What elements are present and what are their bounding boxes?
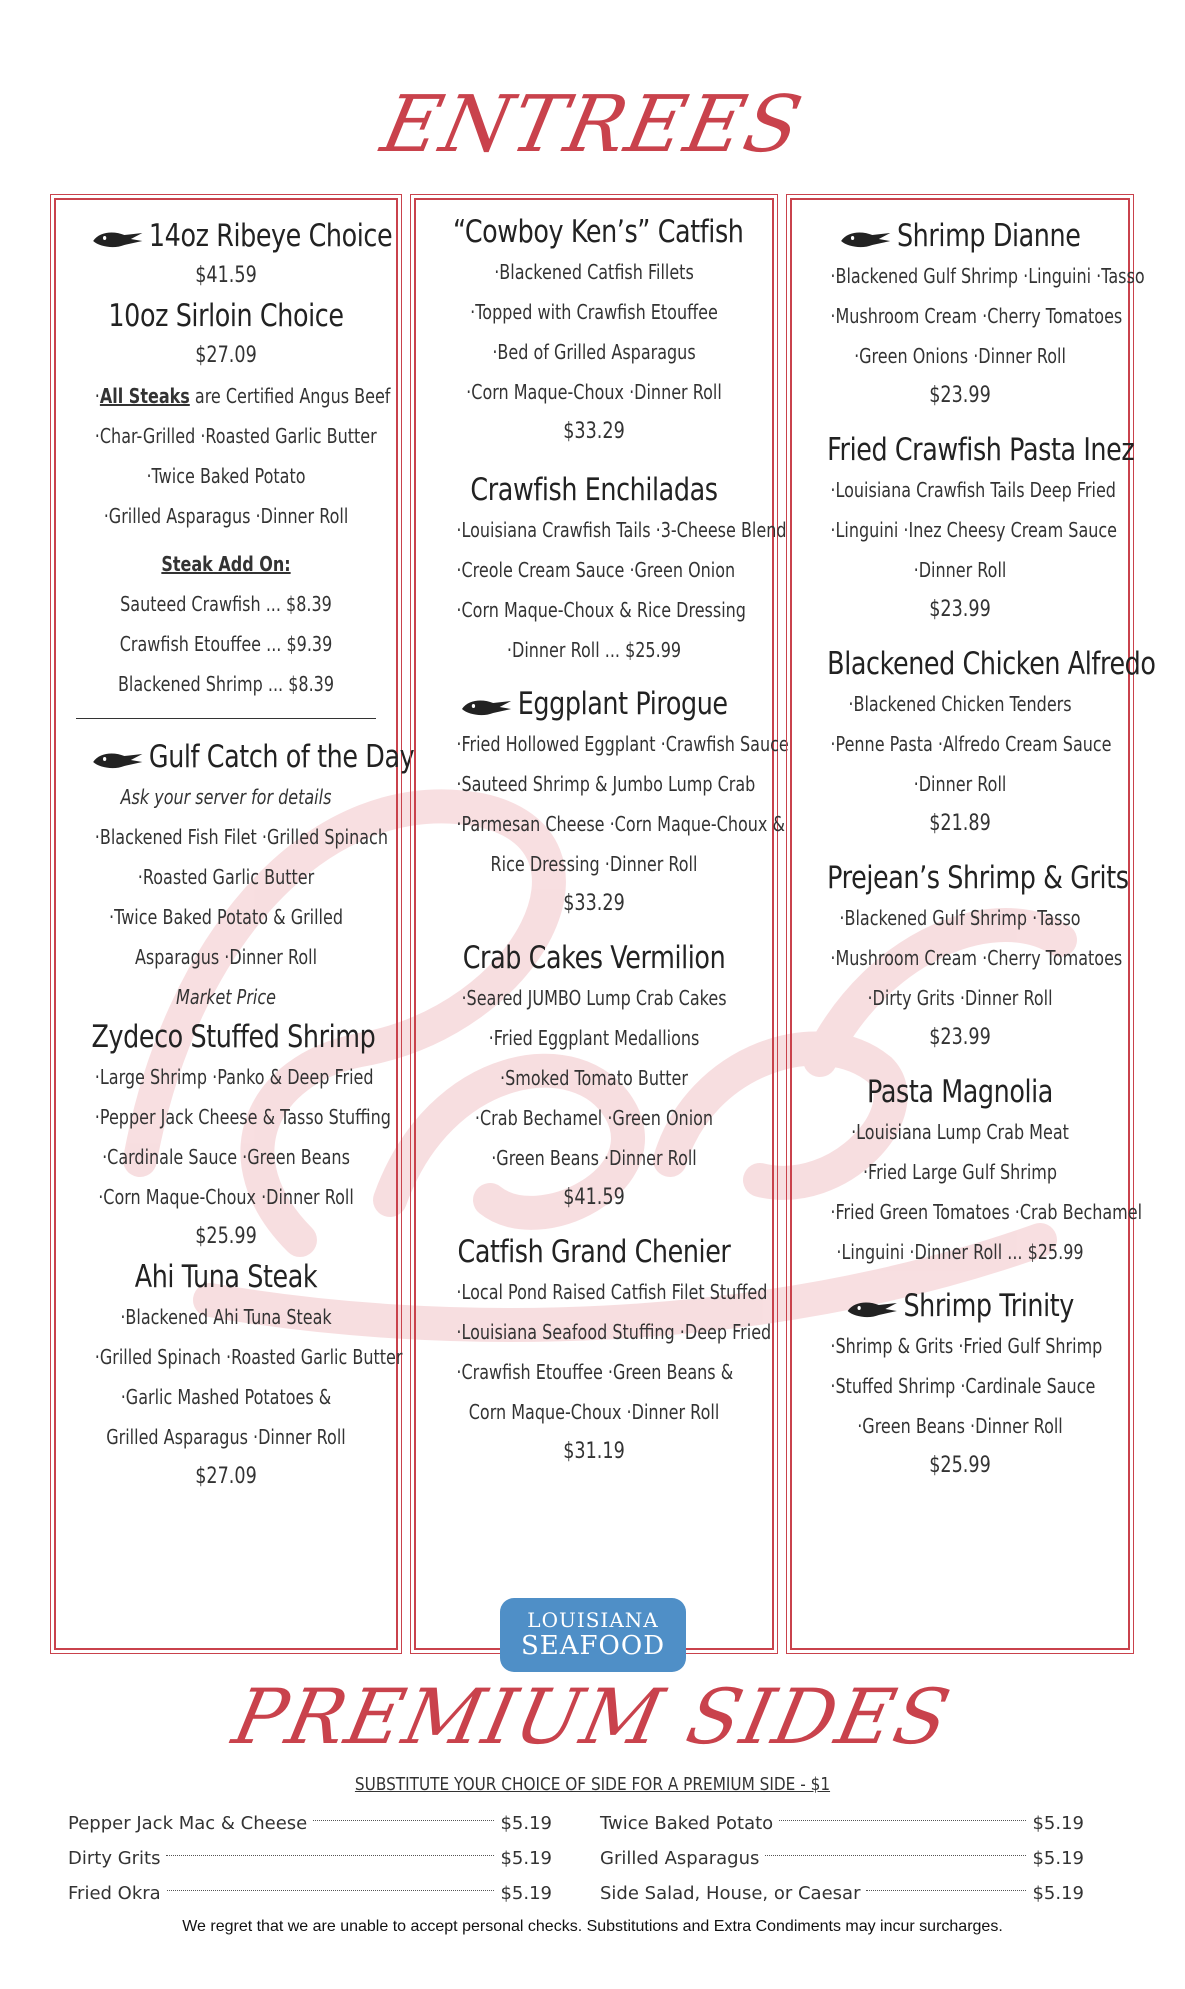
side-name: Fried Okra	[68, 1883, 161, 1904]
alfredo-name: Blackened Chicken Alfredo	[827, 646, 1156, 682]
logo-line-2: SEAFOOD	[520, 1631, 666, 1661]
menu-item-sirloin	[62, 296, 390, 704]
gulf-name: Gulf Catch of the Day	[148, 739, 415, 775]
dianne-desc-3: ·Green Onions ·Dinner Roll	[854, 344, 1066, 368]
menu-item-pasta-magnolia	[798, 1072, 1143, 1272]
ench-desc-4: ·Dinner Roll ... $25.99	[506, 638, 682, 662]
side-name: Twice Baked Potato	[600, 1813, 774, 1834]
side-price: $5.19	[1032, 1883, 1084, 1904]
menu-item-gulf-catch	[62, 737, 415, 1017]
magnolia-desc-4: ·Linguini ·Dinner Roll ... $25.99	[836, 1240, 1084, 1264]
alfredo-desc-2: ·Penne Pasta ·Alfredo Cream Sauce	[830, 732, 1112, 756]
steak-desc-2: ·Char-Grilled ·Roasted Garlic Butter	[94, 424, 377, 448]
trinity-desc-1: ·Shrimp & Grits ·Fried Gulf Shrimp	[830, 1334, 1103, 1358]
magnolia-desc-2: ·Fried Large Gulf Shrimp	[862, 1160, 1058, 1184]
side-row	[68, 1806, 552, 1841]
side-name: Grilled Asparagus	[600, 1848, 760, 1869]
gc-desc-2: ·Louisiana Seafood Stuffing ·Deep Fried	[456, 1320, 772, 1344]
footer-note: We regret that we are unable to accept personal checks. Substitutions and Extra Condiments may incur surcharges.	[182, 1918, 1003, 1935]
menu-item-shrimp-dianne	[798, 216, 1145, 416]
magnolia-desc-3: ·Fried Green Tomatoes ·Crab Bechamel	[830, 1200, 1143, 1224]
item-name	[453, 684, 735, 724]
ahi-name: Ahi Tuna Steak	[134, 1259, 318, 1295]
inez-desc-3: ·Dinner Roll	[913, 558, 1007, 582]
menu-item-ribeye	[62, 216, 393, 296]
zydeco-price: $25.99	[195, 1224, 257, 1249]
inez-name: Fried Crawfish Pasta Inez	[827, 432, 1135, 468]
side-price: $5.19	[1032, 1848, 1084, 1869]
ench-desc-1: ·Louisiana Crawfish Tails ·3-Cheese Blend	[456, 518, 787, 542]
side-row	[600, 1806, 1084, 1841]
ribeye-name: 14oz Ribeye Choice	[148, 218, 393, 254]
grits-desc-2: ·Mushroom Cream ·Cherry Tomatoes	[830, 946, 1123, 970]
dianne-name: Shrimp Dianne	[896, 218, 1081, 254]
inez-desc-2: ·Linguini ·Inez Cheesy Cream Sauce	[830, 518, 1118, 542]
menu-item-crab-cakes	[422, 938, 766, 1218]
menu-item-shrimp-grits	[798, 858, 1129, 1058]
ribeye-price: $41.59	[195, 263, 257, 288]
side-price: $5.19	[500, 1848, 552, 1869]
cowboy-name: “Cowboy Ken’s” Catfish	[452, 214, 744, 250]
side-row	[68, 1876, 552, 1911]
ahi-desc-2: ·Grilled Spinach ·Roasted Garlic Butter	[94, 1345, 403, 1369]
side-row	[600, 1876, 1084, 1911]
gulf-desc-2: ·Blackened Fish Filet ·Grilled Spinach	[94, 825, 388, 849]
side-name: Side Salad, House, or Caesar	[600, 1883, 861, 1904]
crab-name: Crab Cakes Vermilion	[462, 940, 726, 976]
magnolia-name: Pasta Magnolia	[867, 1074, 1053, 1110]
side-price: $5.19	[500, 1883, 552, 1904]
item-name	[827, 216, 1093, 256]
menu-item-zydeco	[62, 1017, 390, 1257]
leader-dots	[166, 1855, 494, 1856]
zydeco-desc-2: ·Pepper Jack Cheese & Tasso Stuffing	[94, 1105, 391, 1129]
menu-item-pasta-inez	[798, 430, 1135, 630]
cowboy-desc-2: ·Topped with Crawfish Etouffee	[470, 300, 718, 324]
dianne-desc-2: ·Mushroom Cream ·Cherry Tomatoes	[830, 304, 1123, 328]
logo-line-1: LOUISIANA	[527, 1608, 659, 1632]
alfredo-desc-3: ·Dinner Roll	[913, 772, 1007, 796]
grits-name: Prejean’s Shrimp & Grits	[827, 860, 1129, 896]
side-price: $5.19	[1032, 1813, 1084, 1834]
leader-dots	[866, 1890, 1026, 1891]
gc-price: $31.19	[563, 1439, 625, 1464]
side-price: $5.19	[500, 1813, 552, 1834]
cowboy-desc-3: ·Bed of Grilled Asparagus	[492, 340, 696, 364]
alligator-icon	[846, 1295, 898, 1321]
dianne-price: $23.99	[929, 383, 991, 408]
trinity-desc-3: ·Green Beans ·Dinner Roll	[857, 1414, 1063, 1438]
side-name: Pepper Jack Mac & Cheese	[68, 1813, 308, 1834]
alfredo-price: $21.89	[929, 811, 991, 836]
gulf-desc-5: Asparagus ·Dinner Roll	[134, 945, 318, 969]
egg-desc-1: ·Fried Hollowed Eggplant ·Crawfish Sauce	[456, 732, 789, 756]
gc-name: Catfish Grand Chenier	[457, 1234, 731, 1270]
side-name: Dirty Grits	[68, 1848, 161, 1869]
zydeco-name: Zydeco Stuffed Shrimp	[91, 1019, 376, 1055]
menu-item-catfish-grand-chenier	[422, 1232, 772, 1472]
crab-desc-5: ·Green Beans ·Dinner Roll	[491, 1146, 697, 1170]
crab-desc-2: ·Fried Eggplant Medallions	[488, 1026, 700, 1050]
inez-desc-1: ·Louisiana Crawfish Tails Deep Fried	[830, 478, 1116, 502]
gc-desc-4: Corn Maque-Choux ·Dinner Roll	[468, 1400, 720, 1424]
ahi-desc-4: Grilled Asparagus ·Dinner Roll	[106, 1425, 346, 1449]
inez-price: $23.99	[929, 597, 991, 622]
alligator-icon	[92, 225, 144, 251]
egg-name: Eggplant Pirogue	[517, 686, 728, 722]
menu-column-middle	[414, 198, 789, 1650]
zydeco-desc-4: ·Corn Maque-Choux ·Dinner Roll	[98, 1185, 354, 1209]
leader-dots	[779, 1820, 1026, 1821]
premium-sides-subtitle: SUBSTITUTE YOUR CHOICE OF SIDE FOR A PREMIUM SIDE - $1	[354, 1774, 831, 1795]
steaks-rest: are Certified Angus Beef	[189, 384, 391, 408]
gulf-desc-4: ·Twice Baked Potato & Grilled	[109, 905, 343, 929]
entrees-title: ENTREES	[374, 80, 811, 170]
ahi-price: $27.09	[195, 1464, 257, 1489]
sides-list-left	[68, 1806, 552, 1911]
gulf-desc-3: ·Roasted Garlic Butter	[137, 865, 315, 889]
crab-desc-1: ·Seared JUMBO Lump Crab Cakes	[461, 986, 727, 1010]
leader-dots	[167, 1890, 495, 1891]
cowboy-desc-1: ·Blackened Catfish Fillets	[494, 260, 694, 284]
alligator-icon	[460, 693, 512, 719]
ench-desc-3: ·Corn Maque-Choux & Rice Dressing	[456, 598, 746, 622]
zydeco-desc-1: ·Large Shrimp ·Panko & Deep Fried	[94, 1065, 374, 1089]
trinity-desc-2: ·Stuffed Shrimp ·Cardinale Sauce	[830, 1374, 1096, 1398]
alligator-icon	[840, 225, 892, 251]
steak-desc-1: ·All Steaks are Certified Angus Beef	[94, 384, 391, 408]
menu-item-eggplant-pirogue	[422, 684, 789, 924]
ahi-desc-1: ·Blackened Ahi Tuna Steak	[120, 1305, 332, 1329]
grits-price: $23.99	[929, 1025, 991, 1050]
trinity-price: $25.99	[929, 1453, 991, 1478]
cowboy-price: $33.29	[563, 419, 625, 444]
leader-dots	[313, 1820, 494, 1821]
menu-item-shrimp-trinity	[798, 1286, 1122, 1486]
steak-addon-3: Blackened Shrimp ... $8.39	[117, 672, 335, 696]
magnolia-desc-1: ·Louisiana Lump Crab Meat	[851, 1120, 1069, 1144]
gulf-price: Market Price	[176, 985, 276, 1009]
menu-item-ahi-tuna	[62, 1257, 403, 1497]
gc-desc-3: ·Crawfish Etouffee ·Green Beans &	[456, 1360, 734, 1384]
item-name	[827, 1286, 1093, 1326]
ench-name: Crawfish Enchiladas	[470, 472, 718, 508]
menu-item-chicken-alfredo	[798, 644, 1156, 844]
crab-desc-4: ·Crab Bechamel ·Green Onion	[474, 1106, 714, 1130]
menu-item-crawfish-enchiladas	[422, 470, 787, 670]
side-row	[600, 1841, 1084, 1876]
sides-list-right	[600, 1806, 1084, 1911]
sirloin-price: $27.09	[195, 343, 257, 368]
divider	[76, 718, 376, 719]
steak-desc-3: ·Twice Baked Potato	[146, 464, 306, 488]
item-name	[92, 216, 393, 256]
ench-desc-2: ·Creole Cream Sauce ·Green Onion	[456, 558, 736, 582]
crab-desc-3: ·Smoked Tomato Butter	[500, 1066, 688, 1090]
crab-price: $41.59	[563, 1185, 625, 1210]
sirloin-name: 10oz Sirloin Choice	[108, 298, 344, 334]
egg-price: $33.29	[563, 891, 625, 916]
steak-addon-2: Crawfish Etouffee ... $9.39	[119, 632, 333, 656]
grits-desc-1: ·Blackened Gulf Shrimp ·Tasso	[839, 906, 1081, 930]
ahi-desc-3: ·Garlic Mashed Potatoes &	[120, 1385, 332, 1409]
leader-dots	[765, 1855, 1026, 1856]
alligator-icon	[92, 746, 144, 772]
steak-addon-title: Steak Add On:	[161, 552, 291, 576]
menu-column-right	[790, 198, 1156, 1650]
cowboy-desc-4: ·Corn Maque-Choux ·Dinner Roll	[466, 380, 722, 404]
menu-column-left	[54, 198, 415, 1650]
all-steaks-label: All Steaks	[99, 384, 190, 408]
premium-sides-title: PREMIUM SIDES	[225, 1672, 960, 1761]
gc-desc-1: ·Local Pond Raised Catfish Filet Stuffed	[456, 1280, 768, 1304]
steak-desc-4: ·Grilled Asparagus ·Dinner Roll	[103, 504, 349, 528]
alfredo-desc-1: ·Blackened Chicken Tenders	[848, 692, 1072, 716]
item-name	[92, 737, 415, 777]
grits-desc-3: ·Dirty Grits ·Dinner Roll	[867, 986, 1053, 1010]
trinity-name: Shrimp Trinity	[903, 1288, 1074, 1324]
egg-desc-2: ·Sauteed Shrimp & Jumbo Lump Crab	[456, 772, 756, 796]
zydeco-desc-3: ·Cardinale Sauce ·Green Beans	[102, 1145, 350, 1169]
side-row	[68, 1841, 552, 1876]
egg-desc-3: ·Parmesan Cheese ·Corn Maque-Choux &	[456, 812, 785, 836]
louisiana-seafood-logo	[500, 1598, 686, 1672]
egg-desc-4: Rice Dressing ·Dinner Roll	[490, 852, 698, 876]
menu-item-cowboy-catfish	[422, 212, 766, 452]
steak-addon-1: Sauteed Crawfish ... $8.39	[120, 592, 332, 616]
dianne-desc-1: ·Blackened Gulf Shrimp ·Linguini ·Tasso	[830, 264, 1145, 288]
gulf-desc-1: Ask your server for details	[120, 785, 332, 809]
